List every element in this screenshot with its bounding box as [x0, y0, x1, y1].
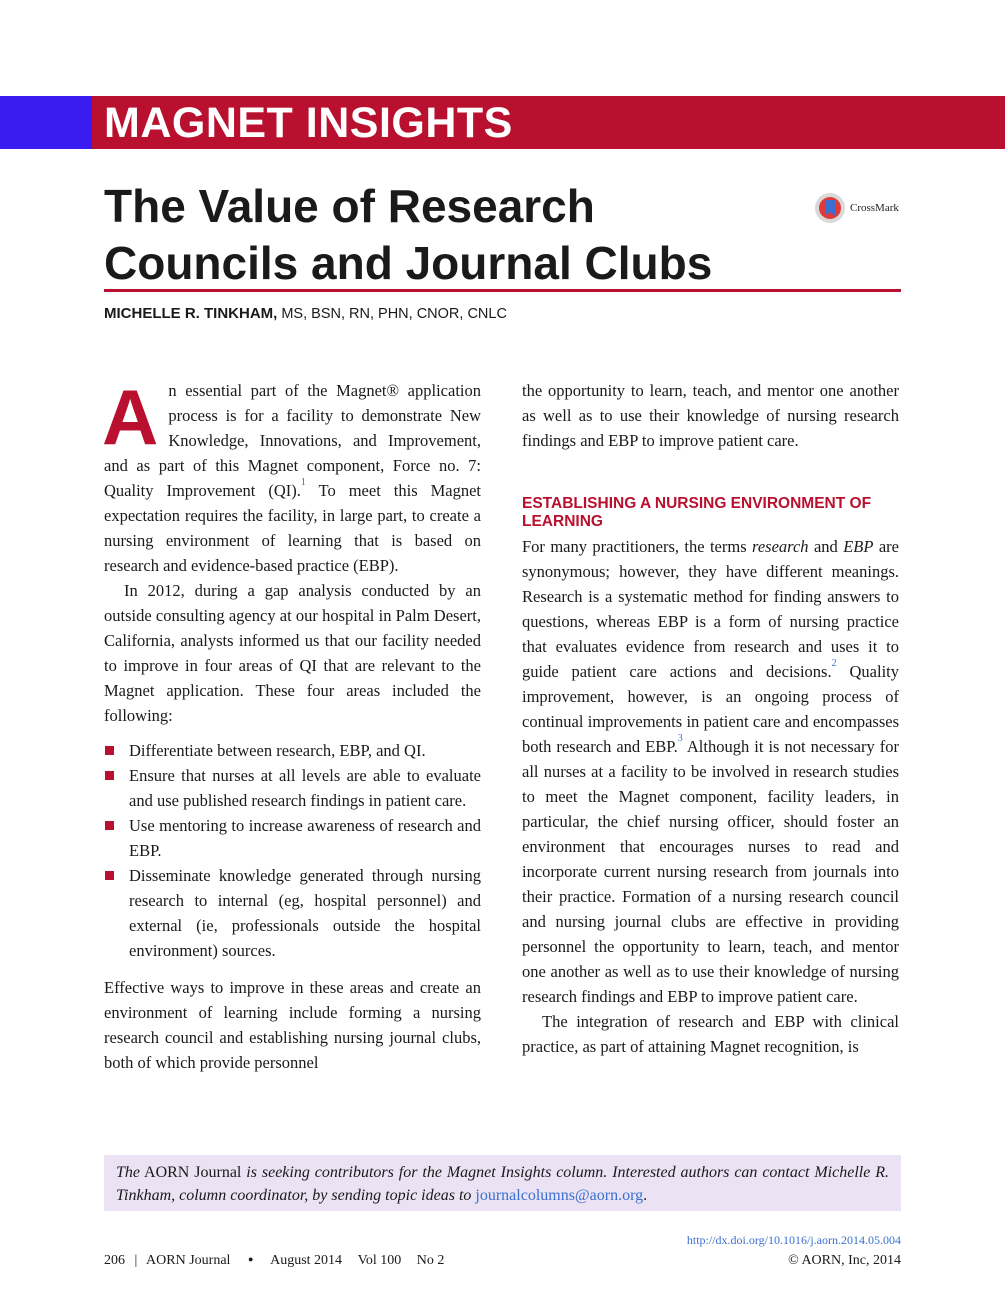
text: Quality improvement, however, is an ongoing process of continual improvements in patient care and encompasses both research and EBP.	[522, 662, 899, 756]
footer-issue: No 2	[416, 1253, 445, 1268]
reference-2-link[interactable]: 2	[831, 658, 837, 669]
text: are synonymous; however, they have different meanings. Research is a systematic method for finding answers to questions, whereas EBP is a form of nursing practice that evaluates evidence from research and uses it to guide patient care actions and decisions.	[522, 537, 899, 681]
list-item-text: Differentiate between research, EBP, and QI.	[129, 741, 426, 760]
bullet-square-icon	[105, 771, 114, 780]
intro-text-cont: To meet this Magnet expectation requires the facility, in large part, to create a nursing environment of learning that is based on research and evidence-based practice (EBP).	[104, 481, 481, 575]
crossmark-icon	[814, 192, 846, 224]
note-text: .	[643, 1187, 648, 1204]
article-title-line-2: Councils and Journal Clubs	[104, 237, 713, 289]
list-item	[104, 763, 481, 813]
footer-bullet-icon: ●	[247, 1254, 254, 1264]
list-item	[104, 738, 481, 763]
author-name: MICHELLE R. TINKHAM,	[104, 305, 278, 322]
section-title: MAGNET INSIGHTS	[104, 99, 513, 147]
paragraph-research-ebp	[522, 534, 899, 1009]
section-banner	[0, 96, 1005, 149]
email-link[interactable]: journalcolumns@aorn.org	[475, 1187, 644, 1204]
note-journal-name: AORN Journal	[140, 1164, 247, 1181]
author-credentials: MS, BSN, RN, PHN, CNOR, CNLC	[277, 306, 507, 322]
list-item-text: Use mentoring to increase awareness of research and EBP.	[129, 816, 481, 860]
section-heading: ESTABLISHING A NURSING ENVIRONMENT OF LEARNING	[522, 495, 872, 530]
author-byline	[104, 305, 507, 322]
text: and	[808, 537, 844, 556]
doi-link[interactable]: http://dx.doi.org/10.1016/j.aorn.2014.05.004	[686, 1233, 901, 1247]
reference-3-link[interactable]: 3	[677, 733, 683, 744]
contributor-note	[116, 1161, 889, 1207]
footer-separator: |	[134, 1253, 138, 1268]
bullet-square-icon	[105, 746, 114, 755]
note-text: The	[116, 1164, 140, 1181]
footer-volume: Vol 100	[357, 1253, 402, 1268]
footer-date: August 2014	[270, 1253, 343, 1268]
crossmark-label: CrossMark	[850, 202, 899, 214]
bullet-square-icon	[105, 821, 114, 830]
paragraph-integration: The integration of research and EBP with clinical practice, as part of attaining Magnet recognition, is	[522, 1012, 899, 1056]
footer-citation	[104, 1253, 444, 1269]
banner-accent-block	[0, 96, 92, 149]
paragraph-continuation: the opportunity to learn, teach, and mentor one another as well as to use their knowledge of nursing research findings and EBP to improve patient care.	[522, 381, 899, 450]
list-item	[104, 813, 481, 863]
qi-areas-list	[104, 738, 481, 963]
note-text: is seeking contributors for the Magnet Insights column. Interested authors can contact Michelle R. Tinkham, column coordinator, by sending topic ideas to	[116, 1164, 889, 1204]
footer-journal: AORN Journal	[146, 1253, 231, 1268]
paragraph-intro	[102, 373, 481, 578]
paragraph-effective-ways: Effective ways to improve in these areas and create an environment of learning include forming a nursing research council and establishing nursing journal clubs, both of which provide personnel	[104, 978, 481, 1072]
right-column	[522, 378, 899, 1059]
drop-cap: A	[102, 373, 159, 461]
crossmark-badge[interactable]	[814, 192, 899, 224]
contributor-note-box	[104, 1155, 901, 1211]
article-title	[104, 178, 804, 292]
bullet-square-icon	[105, 871, 114, 880]
list-item-text: Ensure that nurses at all levels are able to evaluate and use published research findings in patient care.	[129, 766, 481, 810]
footer-copyright: © AORN, Inc, 2014	[788, 1253, 901, 1268]
reference-1-link[interactable]: 1	[300, 477, 306, 488]
left-column	[102, 373, 481, 1075]
article-title-line-1: The Value of Research	[104, 180, 595, 232]
text: Although it is not necessary for all nurses at a facility to be involved in research studies to meet the Magnet component, facility leaders, in particular, the chief nursing officer, should foster an environment that encourages nurses to read and incorporate current nursing research from journals into their practice. Formation of a nursing research council and nursing journal clubs are effective in providing personnel the opportunity to learn, teach, and mentor one another as well as to use their knowledge of nursing research findings and EBP to improve patient care.	[522, 737, 899, 1006]
list-item-text: Disseminate knowledge generated through nursing research to internal (eg, hospital personnel) and external (ie, professionals outside the hospital environment) sources.	[129, 866, 481, 960]
paragraph-gap-analysis: In 2012, during a gap analysis conducted by an outside consulting agency at our hospital in Palm Desert, California, analysts informed us that our facility needed to improve in four areas of QI that are relevant to the Magnet application. These four areas included the following:	[104, 581, 481, 725]
term-research: research	[752, 537, 809, 556]
page-number: 206	[104, 1253, 125, 1268]
list-item	[104, 863, 481, 963]
title-divider	[104, 289, 901, 292]
text: For many practitioners, the terms	[522, 537, 753, 556]
intro-text: n essential part of the Magnet® application process is for a facility to demonstrate New Knowledge, Innovations, and Improvement, and as part of this Magnet component, Force no. 7: Quality Improvement (QI).	[104, 381, 481, 500]
term-ebp: EBP	[843, 537, 874, 556]
